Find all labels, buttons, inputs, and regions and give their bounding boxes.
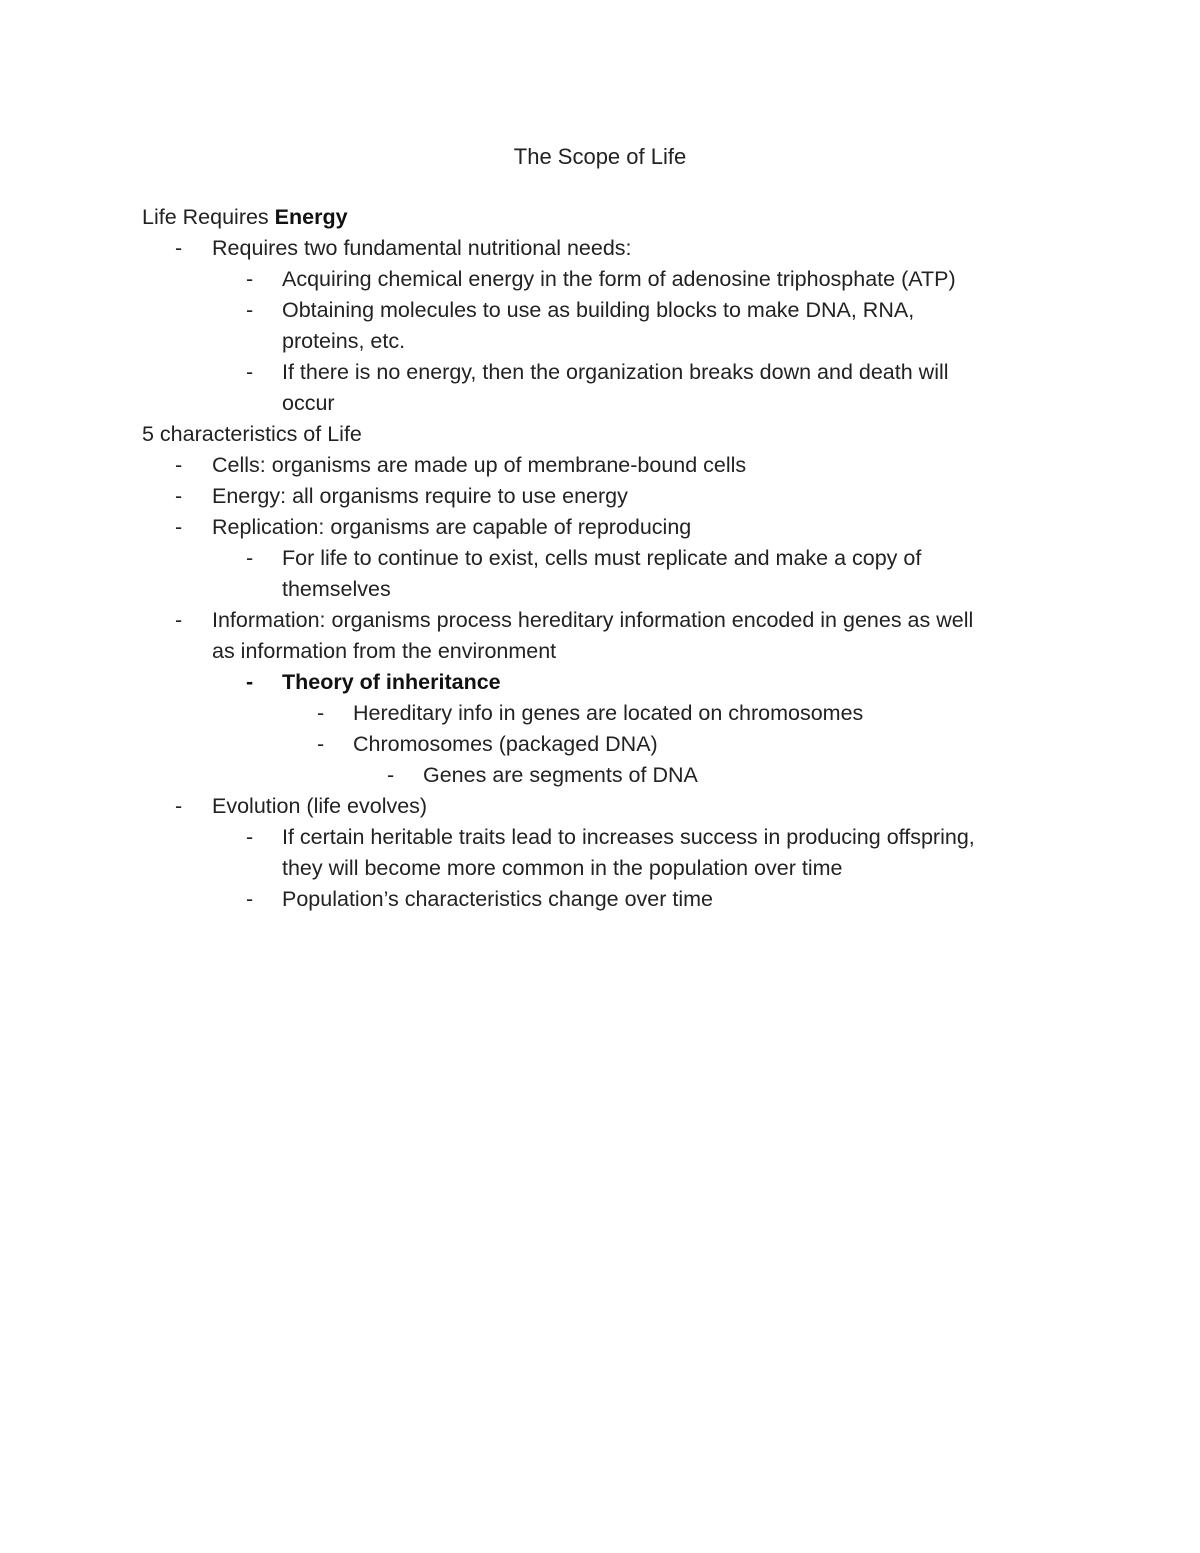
list-item-text: If there is no energy, then the organization breaks down and death will <box>282 360 949 384</box>
list-item-text: occur <box>282 391 335 415</box>
list-item-continuation <box>142 574 1062 605</box>
bullet-dash: - <box>175 794 183 818</box>
bullet-dash: - <box>175 236 183 260</box>
heading-bold-text: Energy <box>274 205 348 229</box>
list-item-text: Replication: organisms are capable of reproducing <box>212 515 692 539</box>
list-item-text: Requires two fundamental nutritional needs: <box>212 236 632 260</box>
bullet-dash: - <box>246 360 254 384</box>
list-item-continuation <box>142 388 1062 419</box>
list-item-text: Evolution (life evolves) <box>212 794 428 818</box>
list-item-text: as information from the environment <box>212 639 557 663</box>
list-item <box>142 698 1062 729</box>
list-item-text: Cells: organisms are made up of membrane-bound cells <box>212 453 747 477</box>
document-body <box>142 202 1062 915</box>
list-item <box>142 791 1062 822</box>
bullet-dash: - <box>246 267 254 291</box>
list-item <box>142 481 1062 512</box>
list-item <box>142 543 1062 574</box>
list-item-continuation <box>142 853 1062 884</box>
list-item-continuation <box>142 326 1062 357</box>
list-item <box>142 605 1062 636</box>
bullet-dash: - <box>317 732 325 756</box>
list-item-text: Obtaining molecules to use as building blocks to make DNA, RNA, <box>282 298 915 322</box>
list-item <box>142 450 1062 481</box>
bullet-dash: - <box>246 298 254 322</box>
list-item <box>142 233 1062 264</box>
list-item <box>142 512 1062 543</box>
bullet-dash: - <box>387 763 395 787</box>
list-item <box>142 357 1062 388</box>
list-item-text: Hereditary info in genes are located on chromosomes <box>353 701 864 725</box>
list-item-text: For life to continue to exist, cells must replicate and make a copy of <box>282 546 922 570</box>
list-item-bold <box>142 667 1062 698</box>
list-item <box>142 729 1062 760</box>
bullet-dash: - <box>175 484 183 508</box>
bullet-dash: - <box>175 453 183 477</box>
list-item-text: Population’s characteristics change over time <box>282 887 714 911</box>
list-item <box>142 760 1062 791</box>
list-item-continuation <box>142 636 1062 667</box>
bullet-dash: - <box>246 825 254 849</box>
list-item-text: Energy: all organisms require to use energy <box>212 484 628 508</box>
list-item-text: Genes are segments of DNA <box>423 763 698 787</box>
list-item-text: If certain heritable traits lead to increases success in producing offspring, <box>282 825 975 849</box>
document-title: The Scope of Life <box>513 144 687 169</box>
list-item-text: Chromosomes (packaged DNA) <box>353 732 658 756</box>
section-heading-characteristics: 5 characteristics of Life <box>142 422 362 446</box>
section-heading-energy <box>142 202 1062 233</box>
list-item <box>142 264 1062 295</box>
list-item-text: proteins, etc. <box>282 329 406 353</box>
list-item-text: Acquiring chemical energy in the form of adenosine triphosphate (ATP) <box>282 267 956 291</box>
bullet-dash: - <box>246 887 254 911</box>
bullet-dash: - <box>175 515 183 539</box>
list-item-text: themselves <box>282 577 391 601</box>
heading-text: Life Requires <box>142 205 275 229</box>
list-item-text: Information: organisms process hereditary information encoded in genes as well <box>212 608 974 632</box>
bullet-dash: - <box>175 608 183 632</box>
bullet-dash: - <box>246 546 254 570</box>
bullet-dash: - <box>246 670 254 694</box>
list-item <box>142 822 1062 853</box>
list-item <box>142 295 1062 326</box>
list-item-text: Theory of inheritance <box>282 670 501 694</box>
list-item <box>142 884 1062 915</box>
list-item-text: they will become more common in the population over time <box>282 856 843 880</box>
bullet-dash: - <box>317 701 325 725</box>
